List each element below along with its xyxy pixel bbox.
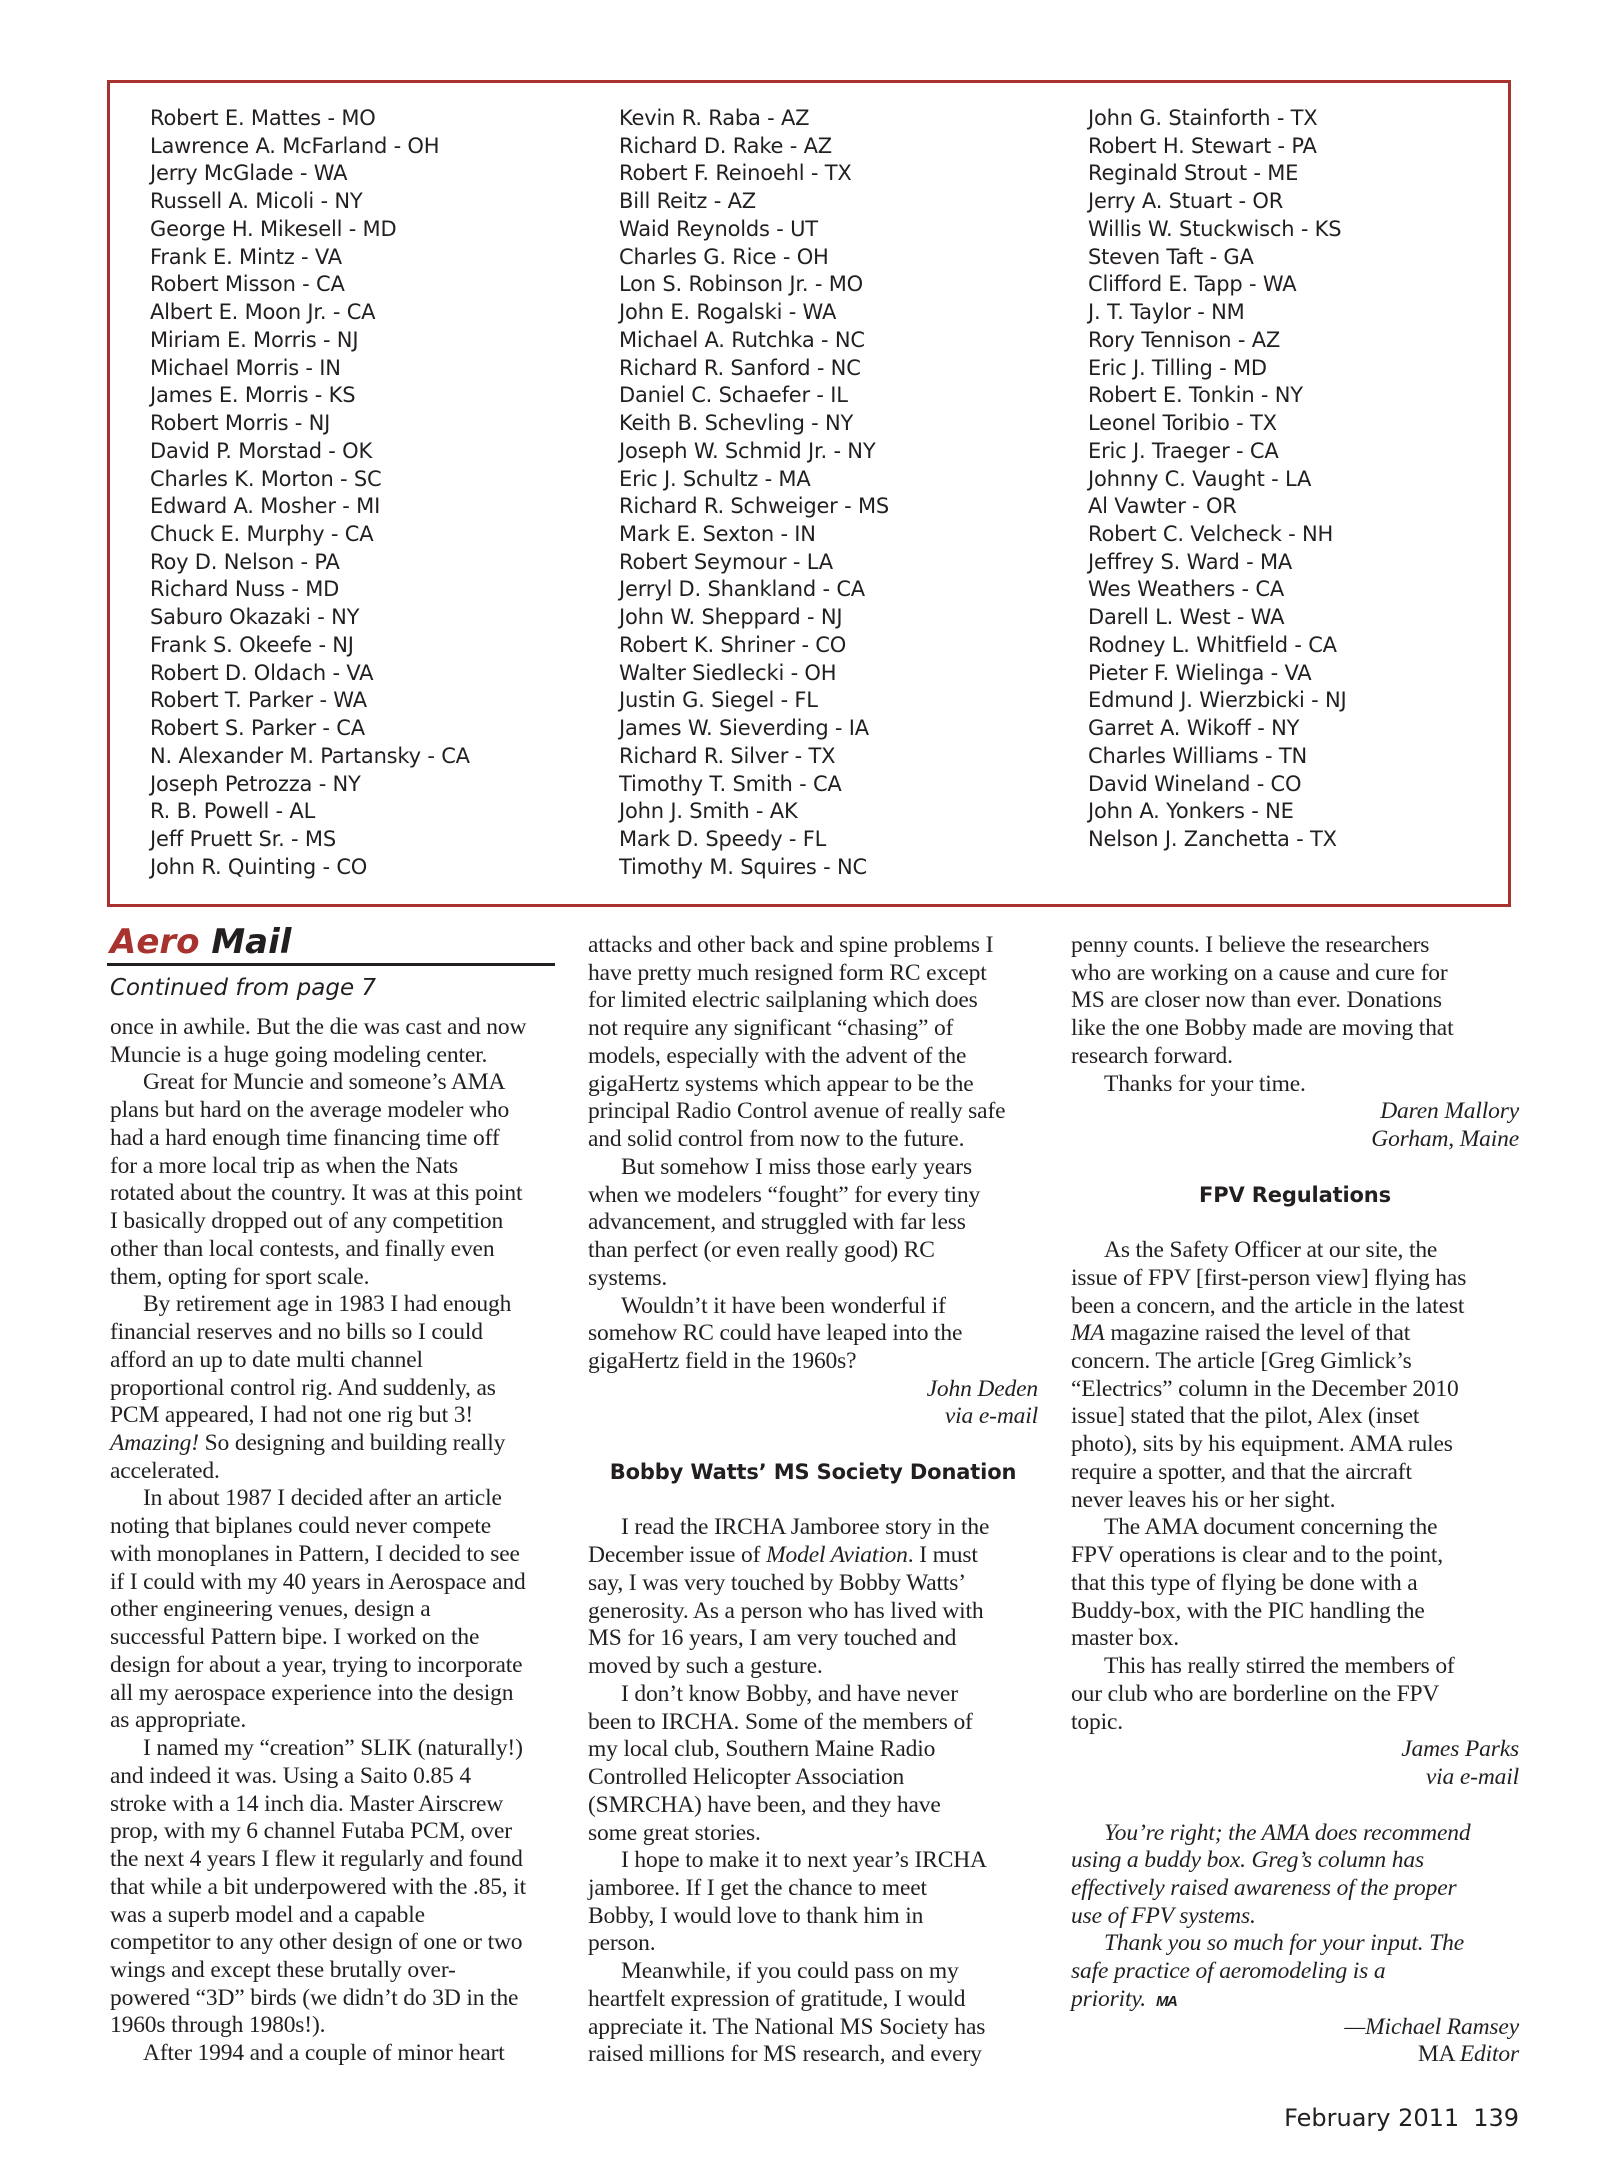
text-line: research forward. [1071,1042,1233,1069]
text-line: Thanks for your time. [1104,1070,1306,1097]
member-name: Jerryl D. Shankland - CA [619,577,865,602]
member-name: Kevin R. Raba - AZ [619,106,810,130]
member-name: Nelson J. Zanchetta - TX [1088,827,1337,852]
member-name: Roy D. Nelson - PA [150,549,340,574]
text-line: topic. [1071,1708,1123,1735]
text-line: generosity. As a person who has lived with [588,1597,984,1624]
text-line: for a more local trip as when the Nats [110,1152,458,1179]
member-name: Robert F. Reinoehl - TX [619,161,852,186]
member-name: Jerry A. Stuart - OR [1088,189,1284,214]
member-name: Miriam E. Morris - NJ [150,327,359,352]
text-line: not require any significant “chasing” of [588,1015,954,1042]
member-name: Joseph Petrozza - NY [150,771,361,796]
text-line: use of FPV systems. [1071,1902,1256,1929]
text-line [1071,1986,1519,2014]
text-line: as appropriate. [110,1707,247,1734]
member-name: Robert Morris - NJ [150,411,331,436]
member-name: Leonel Toribio - TX [1088,411,1277,436]
page-number: 139 [1473,2104,1519,2132]
text-line: Thank you so much for your input. The [1104,1930,1464,1957]
continued-note: Continued from page 7 [110,975,377,1001]
member-name: Richard R. Silver - TX [619,743,836,768]
text-line: been a concern, and the article in the latest [1071,1292,1465,1319]
text-line: successful Pattern bipe. I worked on the [110,1624,480,1651]
spacer [1071,1792,1519,1820]
member-name: Wes Weathers - CA [1088,577,1284,602]
text-line: powered “3D” birds (we didn’t do 3D in the [110,1984,519,2011]
text-line: have pretty much resigned form RC except [588,959,987,986]
member-name: John A. Yonkers - NE [1088,799,1294,824]
member-name: Timothy T. Smith - CA [619,771,842,796]
text-line: competitor to any other design of one or two [110,1929,523,1956]
text-line: using a buddy box. Greg’s column has [1071,1847,1424,1874]
letter-signature: via e-mail [944,1403,1038,1430]
member-name: Al Vawter - OR [1088,494,1237,519]
member-name: Robert E. Mattes - MO [150,106,376,130]
text-line [588,1542,1038,1570]
member-name: Rory Tennison - AZ [1088,327,1281,352]
member-name: Russell A. Micoli - NY [150,189,363,214]
member-name: Mark E. Sexton - IN [619,522,816,547]
member-name: Steven Taft - GA [1088,244,1254,269]
section-title [110,922,291,962]
text-line: all my aerospace experience into the design [110,1679,514,1706]
letter-signature: —Michael Ramsey [1344,2013,1519,2040]
member-name: Richard R. Sanford - NC [619,355,861,380]
text-line: Bobby, I would love to thank him in [588,1902,924,1929]
letter-heading: Bobby Watts’ MS Society Donation [609,1459,1017,1484]
text-line: that this type of flying be done with a [1071,1569,1418,1596]
text-line: and solid control from now to the future. [588,1126,965,1153]
member-list-box [107,80,1511,907]
text-segment: December issue of [588,1542,767,1569]
text-line: systems. [588,1264,668,1291]
member-name: Joseph W. Schmid Jr. - NY [619,438,876,463]
spacer [1071,1154,1519,1182]
letter-heading: FPV Regulations [1199,1182,1391,1207]
text-line: accelerated. [110,1457,220,1484]
member-name: Richard Nuss - MD [150,577,340,602]
text-line: somehow RC could have leaped into the [588,1320,963,1347]
text-line: with monoplanes in Pattern, I decided to see [110,1540,520,1567]
text-line: concern. The article [Greg Gimlick’s [1071,1348,1412,1375]
text-line: if I could with my 40 years in Aerospace and [110,1568,526,1595]
text-segment: Amazing! [110,1430,199,1457]
member-name: Edward A. Mosher - MI [150,494,381,519]
text-segment: So designing and building really [198,1430,506,1457]
member-name: Willis W. Stuckwisch - KS [1088,216,1342,241]
member-name: Richard R. Schweiger - MS [619,494,889,519]
text-line: design for about a year, trying to incorporate [110,1651,523,1678]
text-line: This has really stirred the members of [1104,1653,1455,1680]
letter-signature [1071,2041,1519,2069]
text-line: been to IRCHA. Some of the members of [588,1708,973,1735]
member-name: John R. Quinting - CO [150,854,368,879]
text-line: proportional control rig. And suddenly, as [110,1374,496,1401]
text-line: photo), sits by his equipment. AMA rules [1071,1431,1453,1458]
text-line: financial reserves and no bills so I could [110,1319,483,1346]
text-line: safe practice of aeromodeling is a [1071,1958,1386,1985]
text-line: never leaves his or her sight. [1071,1486,1336,1513]
member-name: Darell L. West - WA [1088,605,1285,630]
text-segment: priority. [1071,1985,1147,2012]
text-line: issue] stated that the pilot, Alex (inset [1071,1403,1420,1430]
text-line: PCM appeared, I had not one rig but 3! [110,1402,474,1429]
text-line: than perfect (or even really good) RC [588,1237,935,1264]
text-line: once in awhile. But the die was cast and now [110,1014,527,1040]
member-name: Jerry McGlade - WA [150,161,348,186]
text-line: our club who are borderline on the FPV [1071,1680,1440,1707]
member-name: Albert E. Moon Jr. - CA [150,300,376,325]
issue-date: February 2011 [1284,2104,1460,2132]
member-name: Clifford E. Tapp - WA [1088,272,1297,297]
text-line: FPV operations is clear and to the point, [1071,1542,1443,1569]
text-line: for limited electric sailplaning which does [588,987,978,1014]
member-name: Robert Seymour - LA [619,549,833,574]
member-name: Walter Siedlecki - OH [619,660,837,685]
member-name: Reginald Strout - ME [1088,161,1299,186]
member-name: Pieter F. Wielinga - VA [1088,660,1312,685]
text-line: effectively raised awareness of the proper [1071,1874,1457,1901]
member-name: Robert S. Parker - CA [150,716,365,741]
member-name: Jeffrey S. Ward - MA [1088,549,1293,574]
letter-signature: Gorham, Maine [1371,1126,1519,1153]
member-name: Mark D. Speedy - FL [619,827,827,852]
member-name: Eric J. Schultz - MA [619,466,811,491]
member-name: R. B. Powell - AL [150,799,316,824]
member-name: Eric J. Tilling - MD [1088,355,1267,380]
spacer [588,1487,1038,1515]
text-line: I named my “creation” SLIK (naturally!) [143,1735,523,1762]
member-name: Bill Reitz - AZ [619,189,756,214]
member-name: Saburo Okazaki - NY [150,605,360,630]
text-line: MS are closer now than ever. Donations [1071,987,1442,1014]
text-line: like the one Bobby made are moving that [1071,1015,1454,1042]
section-title-aero: Aero [110,922,200,962]
member-name: Frank E. Mintz - VA [150,244,342,269]
text-line: You’re right; the AMA does recommend [1104,1819,1471,1846]
text-line: that while a bit underpowered with the .85, it [110,1873,526,1900]
text-segment: I read the IRCHA Jamboree story in the [621,1514,990,1541]
text-line: had a hard enough time financing time off [110,1124,500,1151]
text-line: Controlled Helicopter Association [588,1764,905,1791]
text-line: Wouldn’t it have been wonderful if [621,1292,946,1319]
text-line: other engineering venues, design a [110,1596,431,1623]
member-name: George H. Mikesell - MD [150,216,397,241]
text-line: master box. [1071,1625,1179,1652]
letter-signature: John Deden [926,1375,1038,1402]
text-line [588,1514,1038,1542]
text-line: gigaHertz systems which appear to be the [588,1070,974,1097]
letter-signature: via e-mail [1425,1764,1519,1791]
text-segment: Editor [1459,2041,1519,2068]
text-line: plans but hard on the average modeler who [110,1097,510,1124]
text-line: my local club, Southern Maine Radio [588,1736,936,1763]
text-line: penny counts. I believe the researchers [1071,932,1430,958]
text-segment: MA [1071,1320,1105,1347]
text-line: “Electrics” column in the December 2010 [1071,1375,1459,1402]
member-name: James W. Sieverding - IA [619,716,869,741]
member-name: Lawrence A. McFarland - OH [150,133,440,158]
text-line: say, I was very touched by Bobby Watts’ [588,1569,966,1596]
text-line: I hope to make it to next year’s IRCHA [621,1847,987,1874]
member-name: David Wineland - CO [1088,771,1302,796]
text-line: stroke with a 14 inch dia. Master Airscrew [110,1790,504,1817]
member-name: Frank S. Okeefe - NJ [150,632,354,657]
text-line: rotated about the country. It was at this point [110,1180,523,1207]
text-line: models, especially with the advent of the [588,1042,967,1069]
member-name: John G. Stainforth - TX [1088,106,1318,130]
text-line: who are working on a cause and cure for [1071,959,1448,986]
member-column-1 [150,105,470,882]
member-column-2 [619,105,889,882]
member-name: Robert Misson - CA [150,272,345,297]
letter-signature: Daren Mallory [1380,1098,1519,1125]
member-name: Jeff Pruett Sr. - MS [150,827,336,852]
member-name: Chuck E. Murphy - CA [150,522,374,547]
text-line: raised millions for MS research, and every [588,2041,982,2068]
text-line: After 1994 and a couple of minor heart [143,2040,505,2067]
text-line: But somehow I miss those early years [621,1153,972,1180]
text-line: issue of FPV [first-person view] flying has [1071,1264,1467,1291]
text-segment: Model Aviation [766,1542,908,1569]
member-name: Robert C. Velcheck - NH [1088,522,1334,547]
member-name: Charles Williams - TN [1088,743,1308,768]
text-line: jamboree. If I get the chance to meet [588,1874,927,1901]
text-line: By retirement age in 1983 I had enough [143,1291,512,1318]
text-line: gigaHertz field in the 1960s? [588,1348,857,1375]
text-line: The AMA document concerning the [1104,1514,1438,1541]
member-name: John E. Rogalski - WA [619,300,837,325]
text-line: the next 4 years I flew it regularly and found [110,1846,523,1873]
text-line: Meanwhile, if you could pass on my [621,1958,959,1985]
page-footer [1270,2104,1519,2132]
text-line: noting that biplanes could never compete [110,1513,491,1540]
member-name: David P. Morstad - OK [150,438,373,463]
text-line: advancement, and struggled with far less [588,1209,966,1236]
spacer [588,1431,1038,1459]
text-segment: . I must [907,1542,978,1569]
text-line: moved by such a gesture. [588,1653,823,1680]
text-line: afford an up to date multi channel [110,1346,423,1373]
member-name: Rodney L. Whitfield - CA [1088,632,1337,657]
member-name: Johnny C. Vaught - LA [1088,466,1312,491]
member-column-3 [1088,105,1346,854]
member-name: John W. Sheppard - NJ [619,605,843,630]
member-name: James E. Morris - KS [150,383,356,408]
member-name: John J. Smith - AK [619,799,798,824]
text-line: heartfelt expression of gratitude, I would [588,1985,966,2012]
text-line: principal Radio Control avenue of really safe [588,1098,1006,1125]
ma-logo: MA [1156,1992,1177,2010]
text-line: wings and except these brutally over- [110,1956,456,1983]
article-column-3 [1071,932,1519,2069]
text-line: 1960s through 1980s!). [110,2012,326,2039]
member-name: Waid Reynolds - UT [619,216,818,241]
text-line: other than local contests, and finally even [110,1235,495,1262]
text-line: prop, with my 6 channel Futaba PCM, over [110,1818,512,1845]
section-title-mail: Mail [211,922,292,962]
text-line: (SMRCHA) have been, and they have [588,1791,941,1818]
member-name: Charles G. Rice - OH [619,244,829,269]
text-line: appreciate it. The National MS Society has [588,2013,986,2040]
text-line: and indeed it was. Using a Saito 0.85 4 [110,1762,471,1789]
member-name: Robert T. Parker - WA [150,688,367,713]
text-line: them, opting for sport scale. [110,1263,370,1290]
member-name: N. Alexander M. Partansky - CA [150,743,470,768]
member-name: Robert K. Shriner - CO [619,632,847,657]
text-line: Muncie is a huge going modeling center. [110,1041,488,1068]
letter-signature: James Parks [1401,1736,1519,1763]
text-line: require a spotter, and that the aircraft [1071,1458,1412,1485]
text-line: As the Safety Officer at our site, the [1104,1237,1438,1264]
member-name: Robert E. Tonkin - NY [1088,383,1303,408]
text-line: person. [588,1930,656,1957]
text-line: when we modelers “fought” for every tiny [588,1181,981,1208]
text-line: I basically dropped out of any competition [110,1208,504,1235]
text-line: was a superb model and a capable [110,1901,425,1928]
text-line: some great stories. [588,1819,761,1846]
text-segment: magazine raised the level of that [1104,1320,1411,1347]
article-column-1 [110,1014,555,2068]
spacer [1071,1209,1519,1237]
member-name: Robert H. Stewart - PA [1088,133,1317,158]
member-name: Michael A. Rutchka - NC [619,327,865,352]
text-line [110,1430,555,1458]
text-line: In about 1987 I decided after an article [143,1485,502,1512]
section-title-rule [107,963,555,966]
member-name: Michael Morris - IN [150,355,341,380]
member-name: Lon S. Robinson Jr. - MO [619,272,863,297]
article-column-2 [588,932,1038,2069]
member-name: Daniel C. Schaefer - IL [619,383,848,408]
member-name: Edmund J. Wierzbicki - NJ [1088,688,1347,713]
text-line: I don’t know Bobby, and have never [621,1680,958,1707]
text-line [1071,1320,1519,1348]
member-name: J. T. Taylor - NM [1088,300,1245,325]
member-name: Eric J. Traeger - CA [1088,438,1279,463]
member-name: Garret A. Wikoff - NY [1088,716,1300,741]
member-name: Robert D. Oldach - VA [150,660,374,685]
member-name: Justin G. Siegel - FL [619,688,818,713]
member-name: Charles K. Morton - SC [150,466,382,491]
member-name: Timothy M. Squires - NC [619,854,867,879]
member-name: Keith B. Schevling - NY [619,411,854,436]
text-line: MS for 16 years, I am very touched and [588,1625,957,1652]
text-line: Buddy-box, with the PIC handling the [1071,1597,1425,1624]
member-name: Richard D. Rake - AZ [619,133,832,158]
text-line: attacks and other back and spine problems I [588,932,994,958]
text-line: Great for Muncie and someone’s AMA [143,1069,506,1096]
text-segment: MA [1417,2041,1460,2068]
